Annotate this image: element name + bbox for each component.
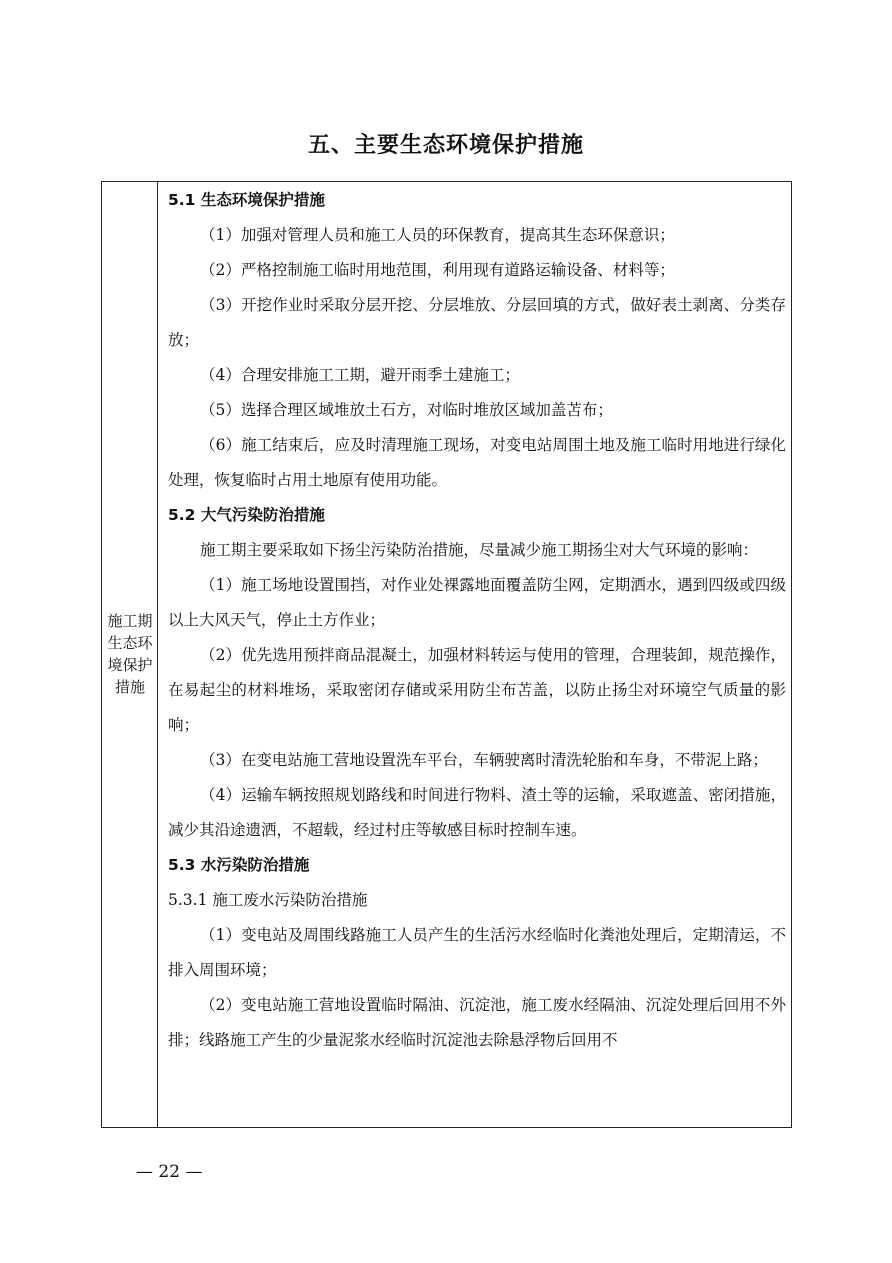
page-title: 五、主要生态环境保护措施	[307, 133, 584, 158]
measure-item: （3）在变电站施工营地设置洗车平台，车辆驶离时清洗轮胎和车身，不带泥上路；	[200, 751, 768, 769]
section-heading-5-3: 5.3 水污染防治措施	[168, 856, 310, 874]
measure-item: （1）变电站及周围线路施工人员产生的生活污水经临时化粪池处理后，定期清运，不排入周围环境；	[168, 926, 786, 979]
measure-item: （6）施工结束后，应及时清理施工现场，对变电站周围土地及施工临时用地进行绿化处理，恢复临时占用土地原有使用功能。	[168, 436, 786, 489]
measure-item: （1）加强对管理人员和施工人员的环保教育，提高其生态环保意识；	[200, 226, 675, 244]
category-label: 施工期生态环境保护措施	[107, 612, 153, 696]
page-number: — 22 —	[136, 1162, 203, 1182]
measure-item: （2）优先选用预拌商品混凝土，加强材料转运与使用的管理，合理装卸，规范操作，在易起尘的材料堆场，采取密闭存储或采用防尘布苫盖，以防止扬尘对环境空气质量的影响；	[168, 646, 786, 734]
measure-item: （3）开挖作业时采取分层开挖、分层堆放、分层回填的方式，做好表土剥离、分类存放；	[168, 296, 786, 349]
section-intro: 施工期主要采取如下扬尘污染防治措施，尽量减少施工期扬尘对大气环境的影响：	[200, 541, 759, 559]
section-heading-5-2: 5.2 大气污染防治措施	[168, 506, 325, 524]
measure-item: （5）选择合理区域堆放土石方，对临时堆放区域加盖苫布；	[200, 401, 613, 419]
measure-item: （2）变电站施工营地设置临时隔油、沉淀池，施工废水经隔油、沉淀处理后回用不外排；线路施工产生的少量泥浆水经临时沉淀池去除悬浮物后回用不	[168, 996, 786, 1049]
subsection-heading-5-3-1: 5.3.1 施工废水污染防治措施	[168, 891, 368, 909]
category-column	[102, 182, 158, 1127]
measure-item: （4）运输车辆按照规划路线和时间进行物料、渣土等的运输，采取遮盖、密闭措施，减少其沿途遗洒，不超载，经过村庄等敏感目标时控制车速。	[168, 786, 786, 839]
measure-item: （4）合理安排施工工期，避开雨季土建施工；	[200, 366, 520, 384]
measure-item: （1）施工场地设置围挡，对作业处裸露地面覆盖防尘网，定期洒水，遇到四级或四级以上大风天气，停止土方作业；	[168, 576, 786, 629]
measures-content	[168, 183, 786, 1058]
section-heading-5-1: 5.1 生态环境保护措施	[168, 191, 325, 209]
measures-table	[101, 181, 792, 1128]
measure-item: （2）严格控制施工临时用地范围，利用现有道路运输设备、材料等；	[200, 261, 675, 279]
